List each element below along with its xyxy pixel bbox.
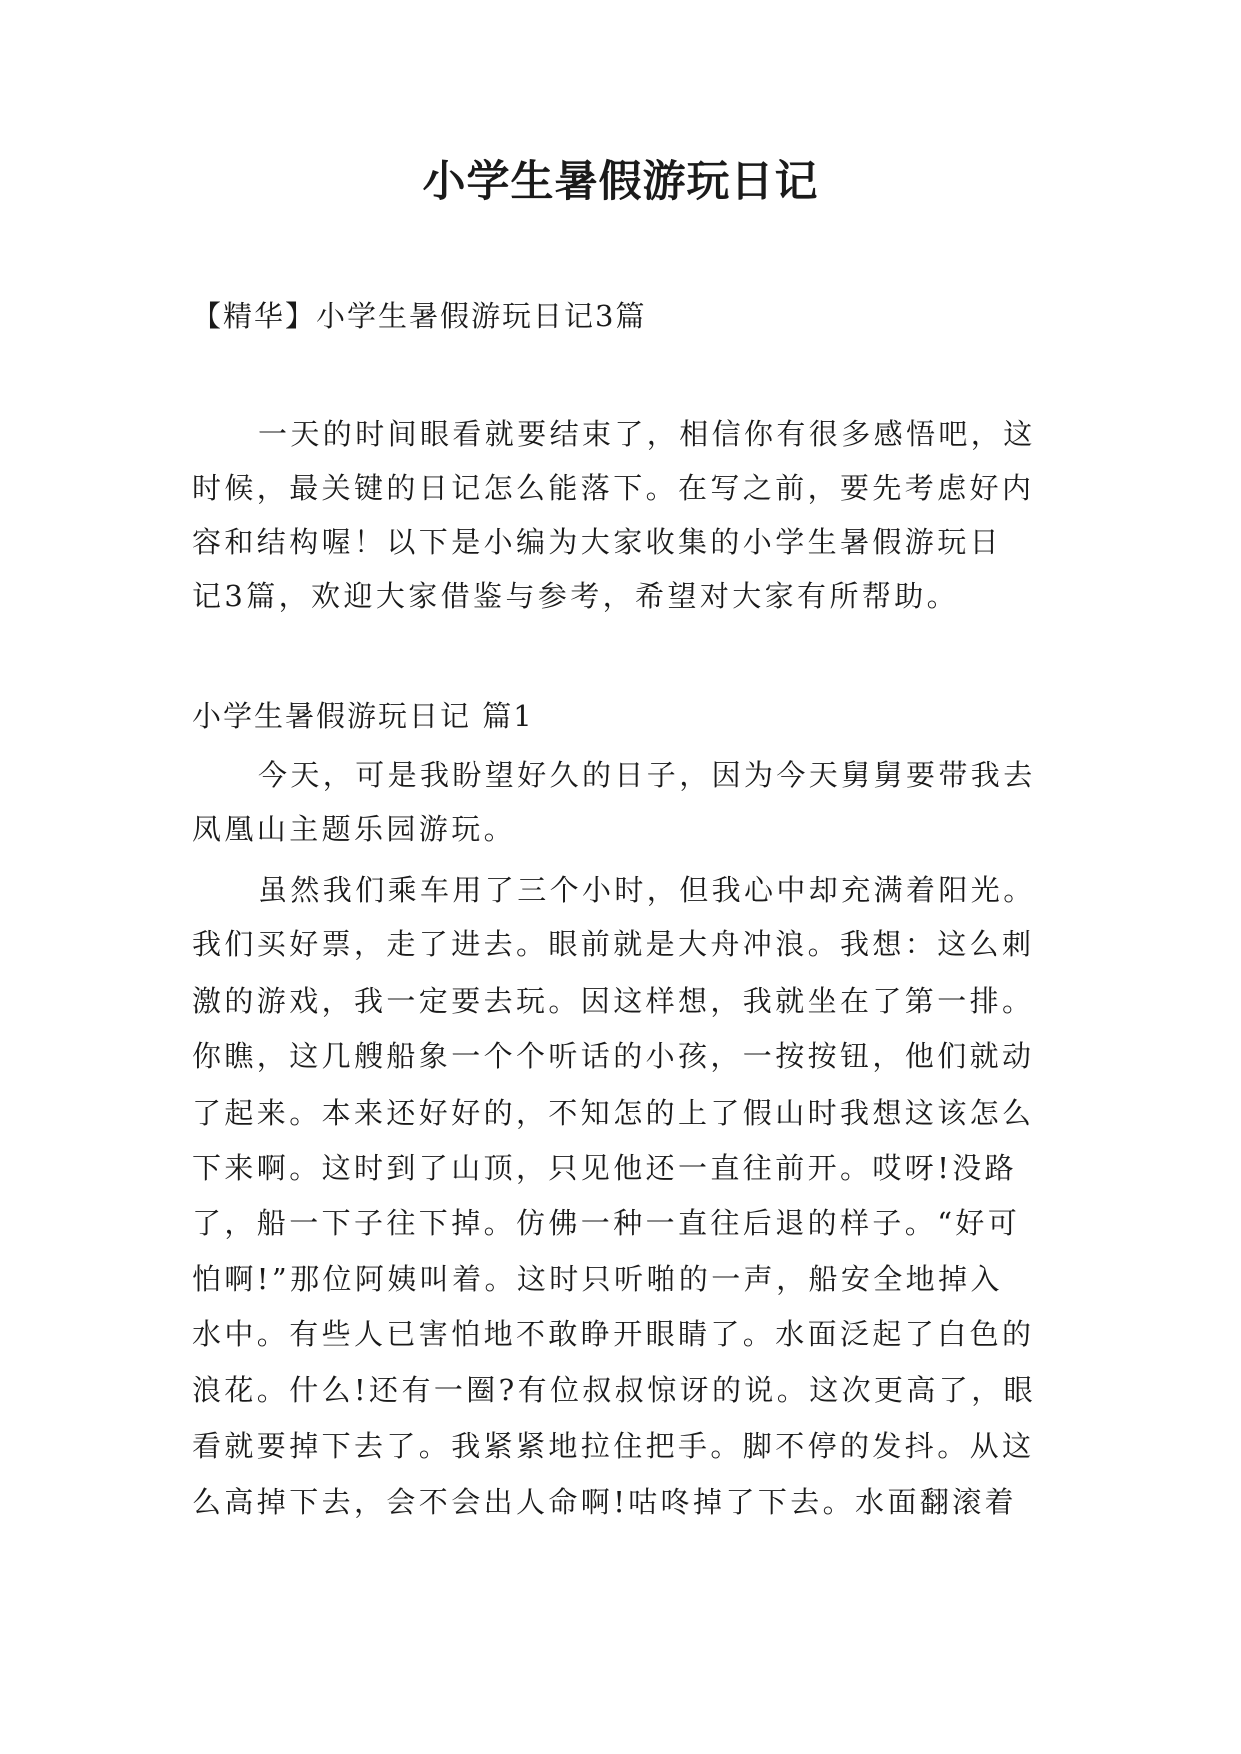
section-heading: 小学生暑假游玩日记 篇1 (192, 699, 534, 733)
intro-line: 记3篇，欢迎大家借鉴与参考，希望对大家有所帮助。 (192, 579, 960, 613)
paragraph-line: 了起来。本来还好好的，不知怎的上了假山时我想这该怎么 (192, 1096, 1035, 1130)
paragraph-line: 水中。有些人已害怕地不敢睁开眼睛了。水面泛起了白色的 (192, 1317, 1035, 1351)
paragraph-line: 激的游戏，我一定要去玩。因这样想，我就坐在了第一排。 (192, 984, 1035, 1018)
paragraph-line: 下来啊。这时到了山顶，只见他还一直往前开。哎呀!没路 (192, 1151, 1018, 1185)
document-title: 小学生暑假游玩日记 (422, 157, 819, 207)
paragraph-line: 了，船一下子往下掉。仿佛一种一直往后退的样子。“好可 (192, 1206, 1021, 1240)
paragraph-line: 怕啊!”那位阿姨叫着。这时只听啪的一声，船安全地掉入 (192, 1262, 1003, 1296)
paragraph-line: 浪花。什么!还有一圈?有位叔叔惊讶的说。这次更高了，眼 (192, 1373, 1037, 1407)
intro-line: 一天的时间眼看就要结束了，相信你有很多感悟吧，这 (258, 417, 1036, 451)
intro-line: 容和结构喔！以下是小编为大家收集的小学生暑假游玩日 (192, 525, 1003, 559)
paragraph-line: 我们买好票，走了进去。眼前就是大舟冲浪。我想：这么刺 (192, 927, 1035, 961)
paragraph-line: 看就要掉下去了。我紧紧地拉住把手。脚不停的发抖。从这 (192, 1429, 1035, 1463)
paragraph-line: 凤凰山主题乐园游玩。 (192, 812, 517, 846)
paragraph-line: 虽然我们乘车用了三个小时，但我心中却充满着阳光。 (258, 873, 1036, 907)
document-subtitle: 【精华】小学生暑假游玩日记3篇 (192, 299, 647, 333)
paragraph-line: 你瞧，这几艘船象一个个听话的小孩，一按按钮，他们就动 (192, 1039, 1035, 1073)
paragraph-line: 今天，可是我盼望好久的日子，因为今天舅舅要带我去 (258, 758, 1036, 792)
paragraph-line: 么高掉下去，会不会出人命啊!咕咚掉了下去。水面翻滚着 (192, 1485, 1018, 1519)
intro-line: 时候，最关键的日记怎么能落下。在写之前，要先考虑好内 (192, 471, 1035, 505)
